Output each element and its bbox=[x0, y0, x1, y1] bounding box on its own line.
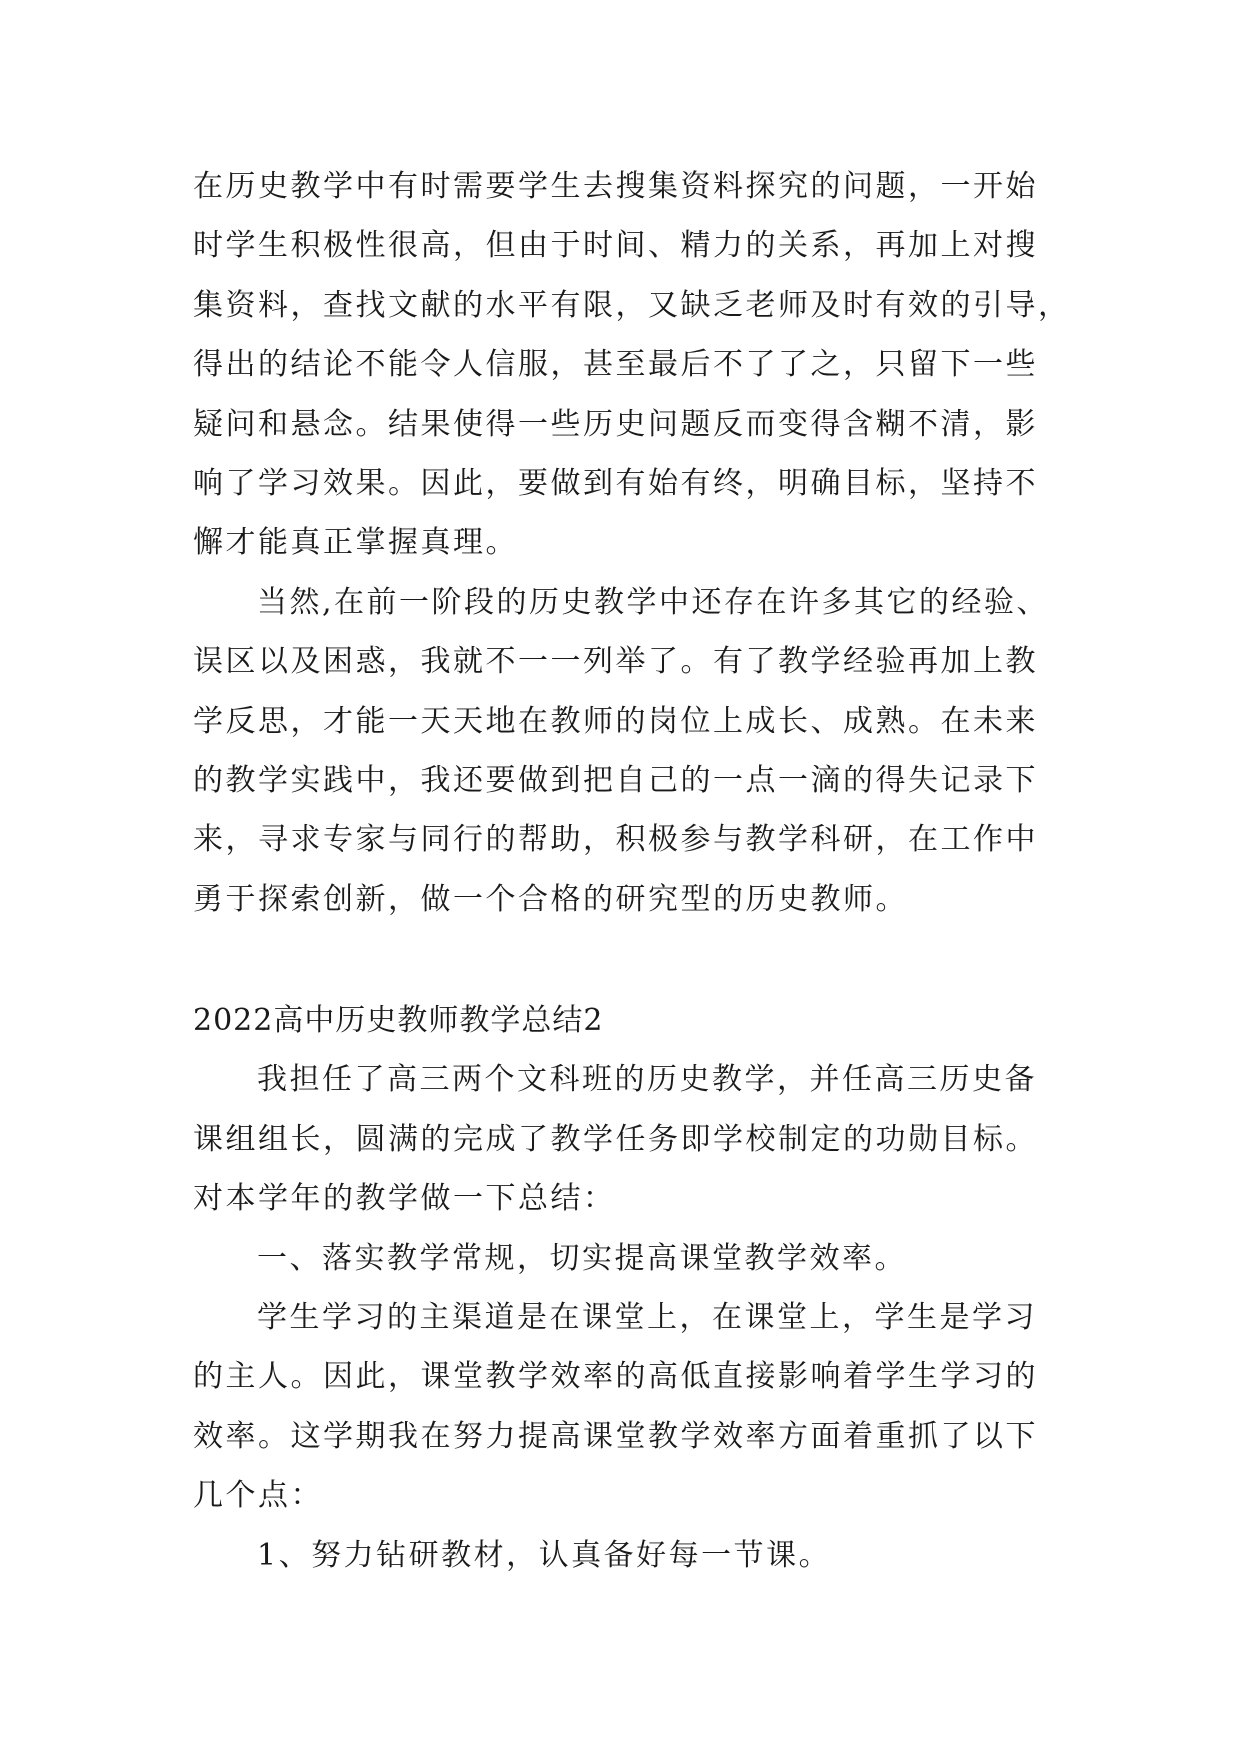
text-line: 在历史教学中有时需要学生去搜集资料探究的问题，一开始 bbox=[193, 169, 1038, 204]
document-body bbox=[193, 157, 1071, 1585]
text-line: 的教学实践中，我还要做到把自己的一点一滴的得失记录下 bbox=[193, 762, 1038, 798]
text-line: 响了学习效果。因此，要做到有始有终，明确目标，坚持不 bbox=[193, 465, 1038, 501]
text-line: 时学生积极性很高，但由于时间、精力的关系，再加上对搜 bbox=[193, 228, 1038, 264]
text-line: 学反思，才能一天天地在教师的岗位上成长、成熟。在未来 bbox=[193, 703, 1038, 739]
text-line: 当然,在前一阶段的历史教学中还存在许多其它的经验、 bbox=[257, 584, 1050, 620]
text-line: 课组组长，圆满的完成了教学任务即学校制定的功勋目标。 bbox=[193, 1121, 1038, 1157]
text-line: 得出的结论不能令人信服，甚至最后不了了之，只留下一些 bbox=[193, 347, 1038, 383]
text-line: 疑问和悬念。结果使得一些历史问题反而变得含糊不清，影 bbox=[193, 406, 1038, 442]
text-line: 来，寻求专家与同行的帮助，积极参与教学科研，在工作中 bbox=[193, 822, 1038, 858]
text-line: 懈才能真正掌握真理。 bbox=[193, 525, 518, 561]
paragraph-6 bbox=[193, 1526, 1063, 1585]
paragraph-2 bbox=[193, 573, 1063, 929]
text-line: 的主人。因此，课堂教学效率的高低直接影响着学生学习的 bbox=[193, 1359, 1038, 1395]
paragraph-5 bbox=[193, 1288, 1063, 1526]
section-heading: 2022高中历史教师教学总结2 bbox=[193, 1003, 604, 1039]
text-line: 误区以及困惑，我就不一一列举了。有了教学经验再加上教 bbox=[193, 644, 1038, 680]
text-line: 我担任了高三两个文科班的历史教学，并任高三历史备 bbox=[257, 1062, 1037, 1098]
text-line: 几个点： bbox=[193, 1478, 323, 1514]
text-line: 一、落实教学常规，切实提高课堂教学效率。 bbox=[257, 1240, 907, 1276]
text-line: 学生学习的主渠道是在课堂上，在课堂上，学生是学习 bbox=[257, 1300, 1037, 1336]
text-line: 集资料，查找文献的水平有限，又缺乏老师及时有效的引导， bbox=[193, 287, 1071, 323]
section-spacer bbox=[193, 929, 1063, 991]
text-line: 1、努力钻研教材，认真备好每一节课。 bbox=[257, 1537, 832, 1573]
paragraph-1 bbox=[193, 157, 1071, 573]
text-line: 勇于探索创新，做一个合格的研究型的历史教师。 bbox=[193, 881, 908, 917]
text-line: 对本学年的教学做一下总结： bbox=[193, 1181, 616, 1217]
paragraph-3 bbox=[193, 1050, 1063, 1228]
text-line: 效率。这学期我在努力提高课堂教学效率方面着重抓了以下 bbox=[193, 1418, 1038, 1454]
paragraph-4 bbox=[193, 1229, 1063, 1288]
